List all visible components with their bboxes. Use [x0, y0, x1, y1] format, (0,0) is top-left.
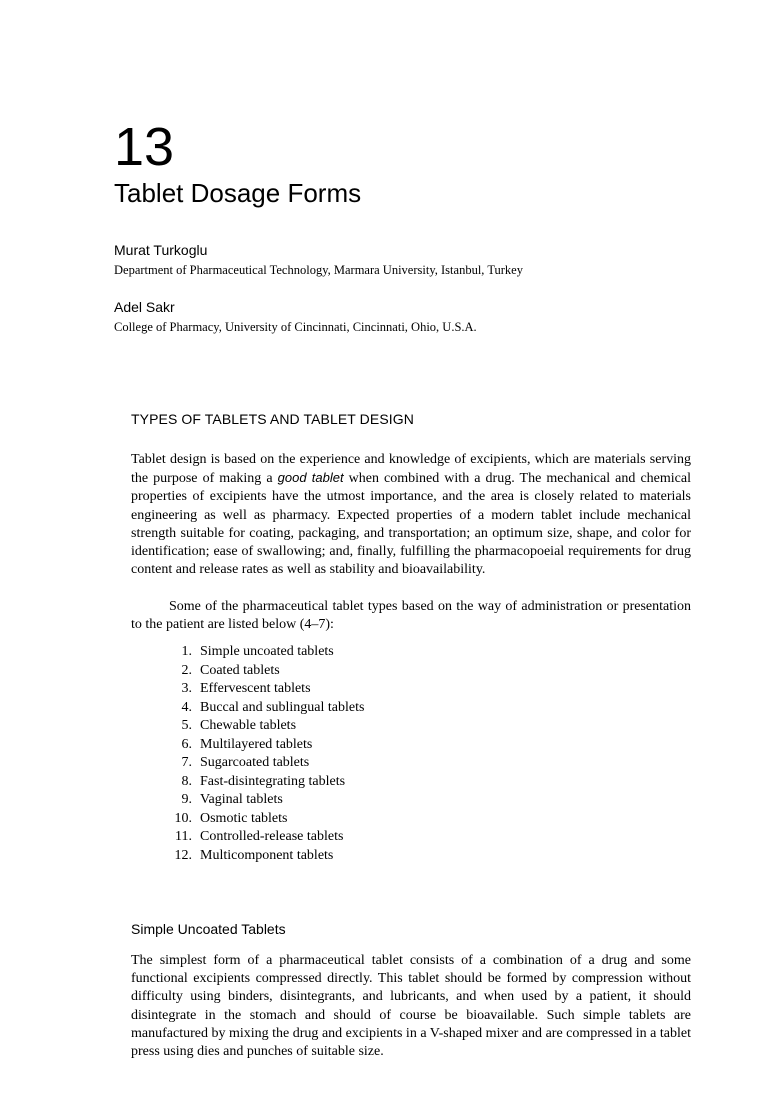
body-paragraph: Tablet design is based on the experience and knowledge of excipients, which are materials serving the purpose of making a good tablet when combined with a drug. The mechanical and chemical properties of excipients have the utmost importance, and the area is closely related to materials engineering as well as pharmacy. Expected properties of a modern tablet include mechanical strength suitable for coating, packaging, and transportation; an optimum size, shape, and color for identification; ease of swallowing; and, finally, fulfilling the pharmacopoeial requirements for drug content and release rates as well as stability and bioavailability. — [131, 452, 691, 578]
author-name: Adel Sakr — [114, 299, 175, 315]
body-paragraph: The simplest form of a pharmaceutical tablet consists of a combination of a drug and some functional excipients compressed directly. This tablet should be formed by compression without difficulty using binders, disintegrants, and lubricants, and when used by a patient, it should disintegrate in the stomach and should of course be bioavailable. Such simple tablets are manufactured by mixing the drug and excipients in a V-shaped mixer and are compressed in a tablet press using dies and punches of suitable size. — [131, 953, 691, 1060]
emphasis-text: good tablet — [277, 470, 344, 486]
section-heading: TYPES OF TABLETS AND TABLET DESIGN — [131, 411, 414, 427]
body-paragraph: Some of the pharmaceutical tablet types based on the way of administration or presentation to the patient are listed below (4–7): — [131, 599, 691, 633]
chapter-title: Tablet Dosage Forms — [114, 178, 362, 208]
author-affiliation: Department of Pharmaceutical Technology, Marmara University, Istanbul, Turkey — [114, 263, 523, 277]
author-affiliation: College of Pharmacy, University of Cincinnati, Cincinnati, Ohio, U.S.A. — [114, 320, 477, 334]
author-name: Murat Turkoglu — [114, 242, 208, 258]
subsection-heading: Simple Uncoated Tablets — [131, 921, 286, 937]
chapter-number: 13 — [114, 117, 175, 177]
